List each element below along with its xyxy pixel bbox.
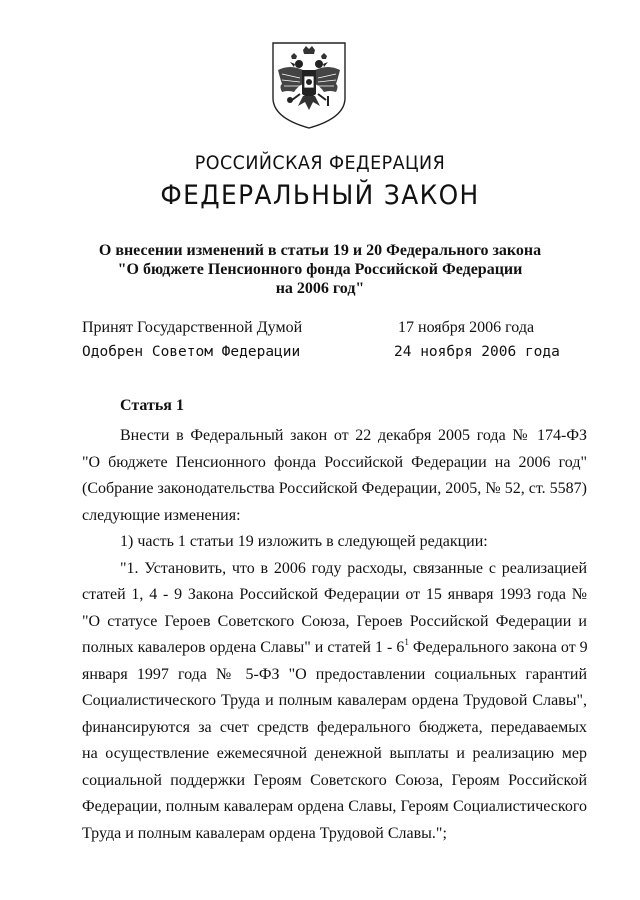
quote-line: "1. Установить, что в 2006 году расходы, связанные с реализацией bbox=[120, 559, 587, 577]
quote-line: Федерации, полным кавалерам ордена Славы, Героям Социалистического bbox=[82, 798, 587, 815]
quote-line: статей 1, 4 - 9 Закона Российской Федерации от 15 января 1993 года № bbox=[82, 586, 587, 603]
document-type: ФЕДЕРАЛЬНЫЙ ЗАКОН bbox=[160, 180, 480, 211]
adoption-label: Принят Государственной Думой bbox=[82, 319, 303, 336]
country-name: РОССИЙСКАЯ ФЕДЕРАЦИЯ bbox=[194, 152, 446, 174]
quote-line-part: полных кавалеров ордена Славы" и статей 1 - 6 bbox=[82, 639, 405, 656]
paragraph-line: Внести в Федеральный закон от 22 декабря 2005 года № 174-ФЗ bbox=[120, 427, 587, 444]
quote-line: социальной поддержки Героям Советского Союза, Героям Российской bbox=[82, 771, 587, 789]
coat-of-arms-icon bbox=[270, 40, 348, 130]
adoption-label: Одобрен Советом Федерации bbox=[82, 344, 301, 360]
article-body bbox=[82, 423, 587, 847]
superscript: 1 bbox=[404, 637, 409, 647]
quote-line: на осуществление ежемесячной денежной выплаты и реализацию мер bbox=[82, 745, 587, 762]
law-title-line: О внесении изменений в статьи 19 и 20 Федерального закона bbox=[98, 242, 542, 259]
law-title-line: на 2006 год" bbox=[275, 280, 365, 297]
quote-line: "О статусе Героев Советского Союза, Героев Российской Федерации и bbox=[82, 612, 587, 630]
adoption-date: 17 ноября 2006 года bbox=[398, 319, 535, 336]
quote-line bbox=[82, 635, 587, 662]
paragraph-line: "О бюджете Пенсионного фонда Российской Федерации на 2006 год" bbox=[82, 453, 587, 471]
quote-line: января 1997 года № 5-ФЗ "О предоставлении социальных гарантий bbox=[82, 665, 587, 683]
list-item: 1) часть 1 статьи 19 изложить в следующей редакции: bbox=[120, 533, 488, 550]
law-title-line: "О бюджете Пенсионного фонда Российской Федерации bbox=[117, 261, 523, 278]
quote-line: финансируются за счет средств федерального бюджета, передаваемых bbox=[82, 718, 587, 736]
paragraph-line: следующие изменения: bbox=[82, 506, 241, 524]
quote-line: Социалистического Труда и полным кавалерам ордена Трудовой Славы", bbox=[82, 692, 587, 709]
quote-line-part: Федерального закона от 9 bbox=[408, 639, 588, 656]
paragraph-line: (Собрание законодательства Российской Федерации, 2005, № 52, ст. 5587) bbox=[82, 480, 587, 497]
article-heading: Статья 1 bbox=[120, 397, 184, 414]
law-title bbox=[0, 241, 640, 298]
adoption-date: 24 ноября 2006 года bbox=[394, 344, 560, 360]
quote-line: Труда и полным кавалерам ордена Трудовой Славы."; bbox=[82, 824, 447, 842]
